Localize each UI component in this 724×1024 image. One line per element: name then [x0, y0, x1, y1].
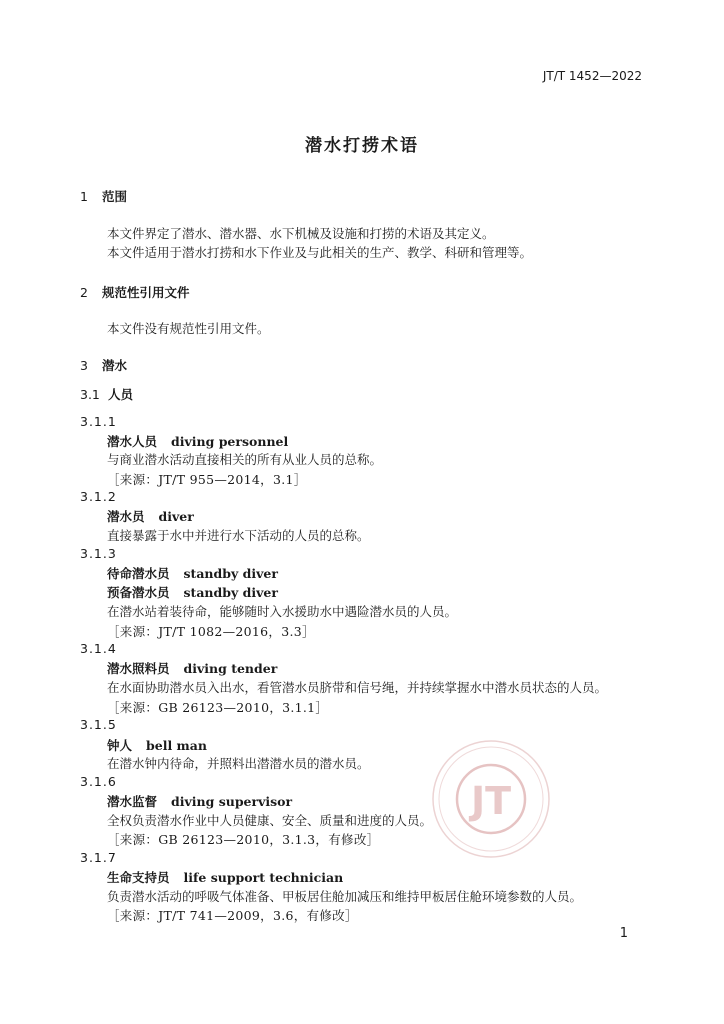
source-note: ［来源：JT/T 741—2009，3.6，有修改］ — [107, 908, 358, 923]
watermark-text: JT — [470, 779, 512, 823]
term — [107, 659, 277, 677]
term — [107, 564, 278, 582]
term-en: bell man — [146, 738, 207, 753]
document-number: JT/T 1452—2022 — [542, 69, 642, 83]
entry-number: 3.1.7 — [80, 850, 117, 865]
source-note: ［来源：GB 26123—2010，3.1.3，有修改］ — [107, 832, 380, 847]
entry-number: 3.1.1 — [80, 414, 117, 429]
definition: 全权负责潜水作业中人员健康、安全、质量和进度的人员。 — [107, 813, 433, 828]
scope-paragraph-2: 本文件适用于潜水打捞和水下作业及与此相关的生产、教学、科研和管理等。 — [107, 245, 533, 260]
section-number: 1 — [80, 189, 88, 204]
term-en: diving personnel — [171, 434, 289, 449]
term-zh: 钟人 — [107, 738, 133, 753]
jt-watermark-seal — [430, 738, 552, 860]
section-3-heading — [80, 356, 127, 374]
entry-number: 3.1.2 — [80, 489, 117, 504]
term-zh: 潜水员 — [107, 509, 145, 524]
normative-references-paragraph: 本文件没有规范性引用文件。 — [107, 321, 270, 336]
term-zh: 待命潜水员 — [107, 566, 170, 581]
section-number: 3 — [80, 358, 88, 373]
term-en: diver — [158, 509, 194, 524]
definition: 直接暴露于水中并进行水下活动的人员的总称。 — [107, 528, 370, 543]
term — [107, 792, 292, 810]
term-en: diving tender — [183, 661, 278, 676]
entry-number: 3.1.3 — [80, 546, 117, 561]
definition: 在潜水站着装待命，能够随时入水援助水中遇险潜水员的人员。 — [107, 604, 458, 619]
definition: 在水面协助潜水员入出水，看管潜水员脐带和信号绳，并持续掌握水中潜水员状态的人员。 — [107, 680, 608, 695]
definition: 负责潜水活动的呼吸气体准备、甲板居住舱加减压和维持甲板居住舱环境参数的人员。 — [107, 889, 583, 904]
scope-paragraph-1: 本文件界定了潜水、潜水器、水下机械及设施和打捞的术语及其定义。 — [107, 226, 495, 241]
entry-number: 3.1.4 — [80, 641, 117, 656]
entry-number: 3.1.5 — [80, 717, 117, 732]
subsection-3-1-heading — [80, 385, 133, 403]
section-number: 2 — [80, 285, 88, 300]
definition: 在潜水钟内待命，并照料出潜潜水员的潜水员。 — [107, 756, 370, 771]
subsection-title: 人员 — [108, 387, 134, 402]
term — [107, 868, 343, 886]
document-title: 潜水打捞术语 — [305, 136, 419, 156]
term-zh: 潜水照料员 — [107, 661, 170, 676]
definition: 与商业潜水活动直接相关的所有从业人员的总称。 — [107, 452, 383, 467]
term — [107, 736, 207, 754]
term — [107, 583, 278, 601]
term-en: life support technician — [183, 870, 344, 885]
subsection-number: 3.1 — [80, 387, 100, 402]
source-note: ［来源：JT/T 955—2014，3.1］ — [107, 472, 307, 487]
term-zh: 预备潜水员 — [107, 585, 170, 600]
term — [107, 432, 288, 450]
section-2-heading — [80, 283, 190, 301]
section-title: 范围 — [102, 189, 128, 204]
term-zh: 潜水监督 — [107, 794, 158, 809]
term-en: standby diver — [183, 566, 278, 581]
term-zh: 潜水人员 — [107, 434, 158, 449]
term — [107, 507, 194, 525]
section-1-heading — [80, 187, 127, 205]
term-en: standby diver — [183, 585, 278, 600]
section-title: 潜水 — [102, 358, 128, 373]
term-zh: 生命支持员 — [107, 870, 170, 885]
section-title: 规范性引用文件 — [102, 285, 190, 300]
term-en: diving supervisor — [171, 794, 293, 809]
source-note: ［来源：JT/T 1082—2016，3.3］ — [107, 624, 315, 639]
source-note: ［来源：GB 26123—2010，3.1.1］ — [107, 700, 329, 715]
entry-number: 3.1.6 — [80, 774, 117, 789]
page-number: 1 — [619, 926, 628, 941]
